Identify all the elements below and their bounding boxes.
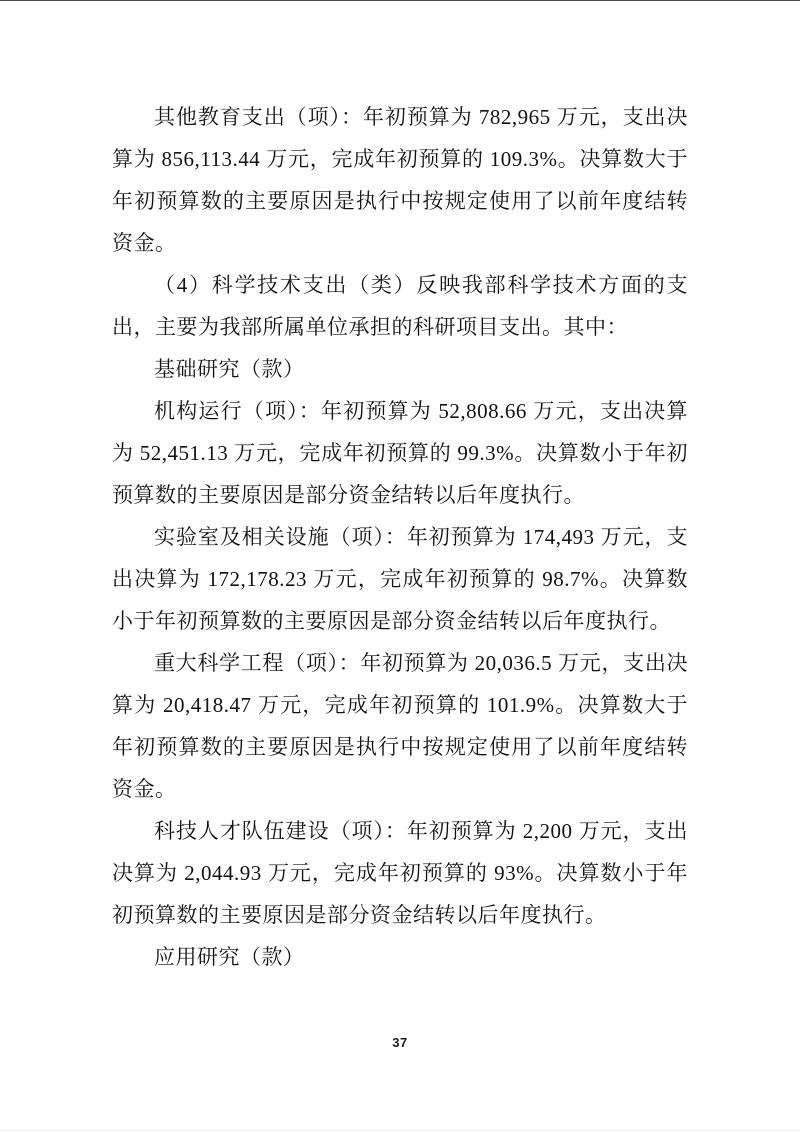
paragraph-sci-tech-talent-team: 科技人才队伍建设（项）：年初预算为 2,200 万元，支出决算为 2,044.93 万元，完成年初预算的 93%。决算数小于年初预算数的主要原因是部分资金结转以后年度执行。 [112,819,688,927]
paragraph-other-education-expenditure: 其他教育支出（项）：年初预算为 782,965 万元，支出决算为 856,113.44 万元，完成年初预算的 109.3%。决算数大于年初预算数的主要原因是执行中按规定使用了以前年度结转资金。 [112,105,688,255]
paragraph-major-science-projects: 重大科学工程（项）：年初预算为 20,036.5 万元，支出决算为 20,418.47 万元，完成年初预算的 101.9%。决算数大于年初预算数的主要原因是执行中按规定使用了以前年度结转资金。 [112,651,688,801]
paragraph-science-technology-category: （4）科学技术支出（类）反映我部科学技术方面的支出，主要为我部所属单位承担的科研项目支出。其中： [112,273,688,339]
heading-basic-research: 基础研究（款） [154,357,305,381]
page-number: 37 [392,1035,408,1050]
page-footer [0,1034,800,1052]
heading-applied-research: 应用研究（款） [154,945,305,969]
document-body [112,96,688,978]
paragraph-laboratory-facilities: 实验室及相关设施（项）：年初预算为 174,493 万元，支出决算为 172,178.23 万元，完成年初预算的 98.7%。决算数小于年初预算数的主要原因是部分资金结转以后年度执行。 [112,525,688,633]
paragraph-institution-operation: 机构运行（项）：年初预算为 52,808.66 万元，支出决算为 52,451.13 万元，完成年初预算的 99.3%。决算数小于年初预算数的主要原因是部分资金结转以后年度执行。 [112,399,688,507]
